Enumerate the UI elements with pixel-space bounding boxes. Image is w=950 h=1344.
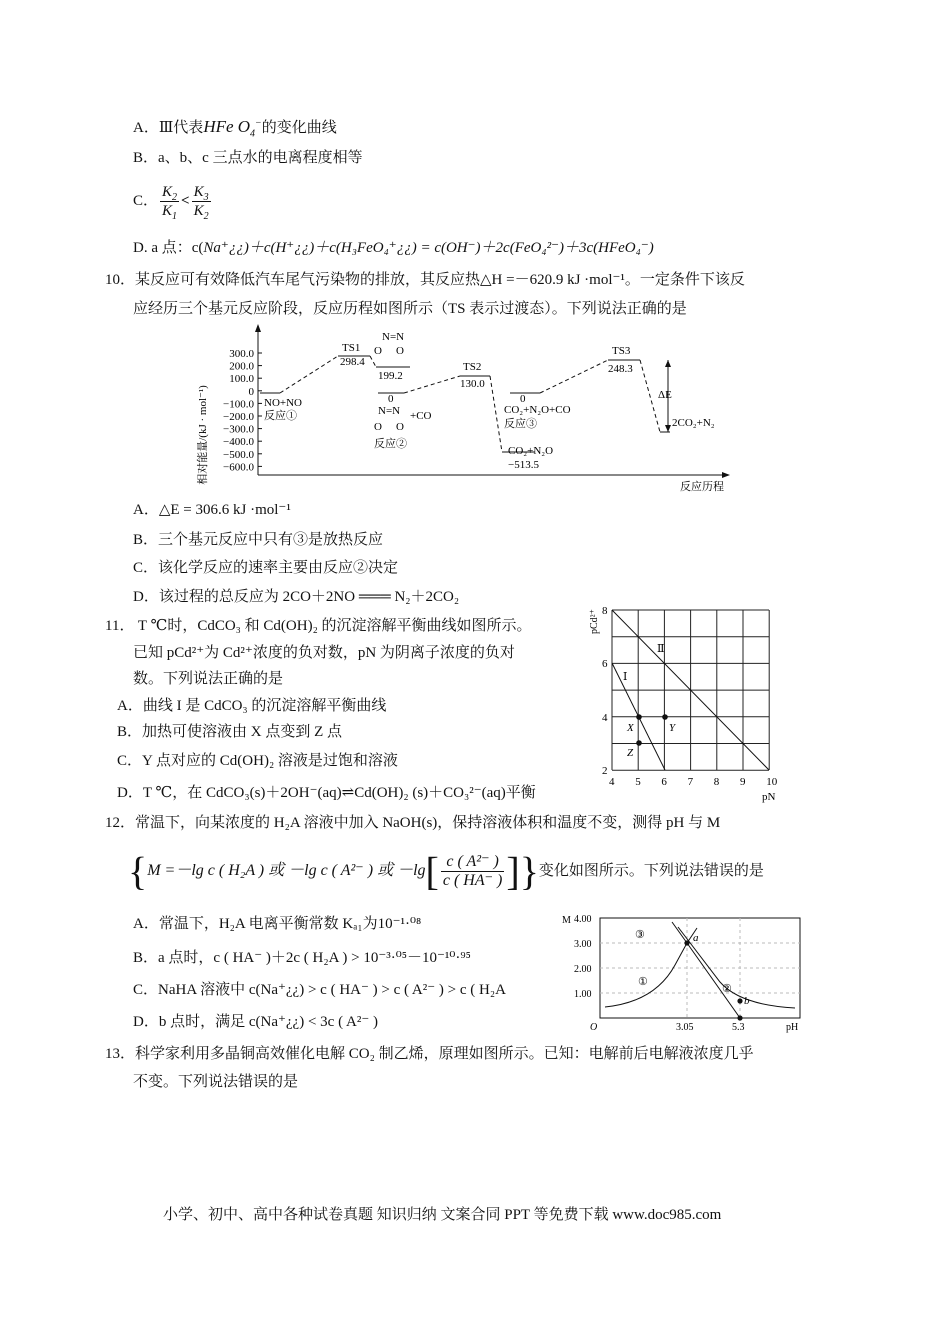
y-tick-label: −600.0	[223, 461, 254, 474]
y-tick-label: 6	[602, 658, 608, 670]
y-tick-label: 200.0	[229, 360, 254, 373]
q13-stem-line2: 不变。下列说法错误的是	[133, 1074, 299, 1090]
curve-2-label: ②	[722, 983, 732, 995]
ts1-value: 298.4	[340, 356, 365, 368]
q12-m-definition: {M =－lg c ( H₂A ) 或 －lg c ( A²⁻ ) 或 －lg[ $\frac{\text{c ( A²⁻ )}}{c ( HA^- )}$ ]}变化如图所示。下列说法错误的是	[128, 848, 764, 894]
y-tick-label: −300.0	[223, 423, 254, 436]
ph-m-chart	[560, 910, 810, 1035]
svg-text:O: O	[590, 1022, 598, 1033]
step2-label: 反应②	[374, 438, 407, 450]
svg-text:0: 0	[520, 393, 526, 405]
step1-label: 反应①	[264, 410, 297, 422]
q12-option-b: B．a 点时，c ( HA⁻ )＋2c ( H₂A ) > 10⁻³·⁰⁵－10⁻¹⁰·⁹⁵	[133, 950, 471, 966]
step3-species: CO₂+N₂O+CO	[504, 404, 571, 416]
q11-option-a: A．曲线 I 是 CdCO₃ 的沉淀溶解平衡曲线	[117, 698, 387, 714]
q9-option-b: B．a、b、c 三点水的电离程度相等	[133, 150, 363, 166]
q10-stem-line2: 应经历三个基元反应阶段，反应历程如图所示（TS 表示过渡态）。下列说法正确的是	[133, 301, 687, 317]
x-tick-label: 10	[766, 776, 778, 788]
q13-stem-line1: 13．科学家利用多晶铜高效催化电解 CO₂ 制乙烯，原理如图所示。已知：电解前后电解液浓度几乎	[105, 1046, 754, 1062]
y-tick-label: −500.0	[223, 448, 254, 461]
q12-option-c: C．NaHA 溶液中 c(Na⁺¿¿) > c ( HA⁻ ) > c ( A²⁻ ) > c ( H₂A	[133, 982, 506, 998]
q11-stem-line1: 11． T ℃时，CdCO₃ 和 Cd(OH)₂ 的沉淀溶解平衡曲线如图所示。	[105, 618, 532, 634]
svg-text:O: O	[374, 345, 382, 357]
q11-stem-line3: 数。下列说法正确的是	[133, 671, 284, 687]
y-tick-label: −400.0	[223, 436, 254, 449]
svg-text:4.00: 4.00	[574, 914, 592, 925]
q10-option-a: A．△E = 306.6 kJ ·mol⁻¹	[133, 502, 291, 518]
svg-text:O: O	[374, 421, 382, 433]
svg-text:2.00: 2.00	[574, 964, 592, 975]
svg-text:0: 0	[388, 393, 394, 405]
q10-stem-line1: 10．某反应可有效降低汽车尾气污染物的排放，其反应热△H =－620.9 kJ ·mol⁻¹。一定条件下该反	[105, 272, 745, 288]
solubility-chart	[585, 600, 785, 805]
x-tick-label: 5	[635, 776, 641, 788]
svg-text:N=N: N=N	[382, 331, 405, 343]
y-tick-label: 4	[602, 712, 608, 724]
x-tick-label: 8	[713, 776, 720, 788]
x-tick-label: 7	[687, 776, 694, 788]
x-axis-label: pH	[786, 1022, 799, 1033]
q9-option-a: A．Ⅲ代表HFe $O_4^-$的变化曲线	[133, 117, 337, 140]
y-tick-label: 300.0	[229, 348, 254, 360]
q10-option-d: D．该过程的总反应为 2CO＋2NO ═══ N₂＋2CO₂	[133, 589, 460, 605]
end-species: 2CO₂+N₂	[672, 417, 715, 429]
ts3-value: 248.3	[608, 363, 633, 375]
page-footer: 小学、初中、高中各种试卷真题 知识归纳 文案合同 PPT 等免费下载 www.doc985.com	[163, 1207, 722, 1223]
intermediate-value: 199.2	[378, 370, 403, 382]
point-z-label: Z	[627, 747, 634, 759]
x-axis-label: 反应历程	[680, 481, 724, 493]
x-tick-label: 9	[740, 776, 746, 788]
ts2-label: TS2	[463, 361, 482, 373]
q11-option-c: C．Y 点对应的 Cd(OH)₂ 溶液是过饱和溶液	[117, 753, 398, 769]
q12-option-a: A．常温下，H₂A 电离平衡常数 Kₐ₁为10⁻¹·⁰⁸	[133, 916, 422, 932]
ts1-label: TS1	[342, 342, 361, 354]
x-axis-label: pN	[762, 791, 776, 803]
curve-1-label: Ⅰ	[623, 671, 628, 683]
ts3-label: TS3	[612, 345, 631, 357]
q12-stem-line1: 12．常温下，向某浓度的 H₂A 溶液中加入 NaOH(s)，保持溶液体积和温度不变，测得 pH 与 M	[105, 815, 721, 831]
x-tick-label: 4	[609, 776, 615, 788]
svg-text:3.00: 3.00	[574, 939, 592, 950]
point-x-label: X	[627, 722, 634, 734]
reaction-energy-diagram	[190, 320, 740, 495]
y-axis-label: pCd²⁺	[589, 609, 600, 634]
start-species: NO+NO	[264, 397, 302, 409]
point-y-label: Y	[669, 722, 676, 734]
q11-option-d: D．T ℃，在 CdCO₃(s)＋2OH⁻(aq)⇌Cd(OH)₂ (s)＋CO₃²⁻(aq)平衡	[117, 785, 536, 801]
svg-text:+CO: +CO	[410, 410, 432, 422]
y-axis-label: M	[562, 915, 571, 926]
y-axis-label: 相对能量/(kJ · mol⁻¹)	[197, 385, 209, 485]
y-tick-label: −200.0	[223, 411, 254, 423]
svg-text:3.05: 3.05	[676, 1022, 694, 1033]
q10-option-b: B．三个基元反应中只有③是放热反应	[133, 532, 384, 548]
q11-option-b: B．加热可使溶液由 X 点变到 Z 点	[117, 724, 343, 740]
y-tick-label: 100.0	[229, 373, 254, 386]
curve-1-label: ①	[638, 976, 648, 988]
low-species: CO₂+N₂O	[508, 445, 554, 457]
delta-e-label: ΔE	[658, 389, 672, 401]
x-tick-label: 6	[661, 776, 667, 788]
y-tick-label: 0	[248, 385, 254, 398]
ts2-value: 130.0	[460, 378, 485, 390]
svg-text:O: O	[396, 345, 404, 357]
low-value: −513.5	[508, 459, 539, 471]
q10-option-c: C．该化学反应的速率主要由反应②决定	[133, 560, 399, 576]
q11-stem-line2: 已知 pCd²⁺为 Cd²⁺浓度的负对数，pN 为阴离子浓度的负对	[133, 645, 515, 661]
point-b-label: b	[744, 995, 750, 1007]
svg-text:N=N: N=N	[378, 405, 401, 417]
svg-text:O: O	[396, 421, 404, 433]
step3-label: 反应③	[504, 418, 537, 430]
curve-2-label: Ⅱ	[657, 643, 665, 655]
y-tick-label: 2	[602, 765, 608, 777]
curve-3-label: ③	[635, 929, 645, 941]
y-tick-label: 8	[602, 605, 608, 617]
y-tick-label: −100.0	[223, 398, 254, 411]
point-a-label: a	[693, 932, 699, 944]
q12-option-d: D．b 点时，满足 c(Na⁺¿¿) < 3c ( A²⁻ )	[133, 1014, 378, 1030]
q9-option-d: D. a 点：c(Na⁺¿¿)＋c(H⁺¿¿)＋c(H₃FeO₄⁺¿¿) = c(OH⁻)＋2c(FeO₄²⁻)＋3c(HFeO₄⁻)	[133, 240, 654, 256]
svg-text:1.00: 1.00	[574, 989, 592, 1000]
svg-text:5.3: 5.3	[732, 1022, 745, 1033]
q9-option-c: C． $\frac{K_2}{K_1}$ < $\frac{K_3}{K_2}$	[133, 184, 209, 223]
